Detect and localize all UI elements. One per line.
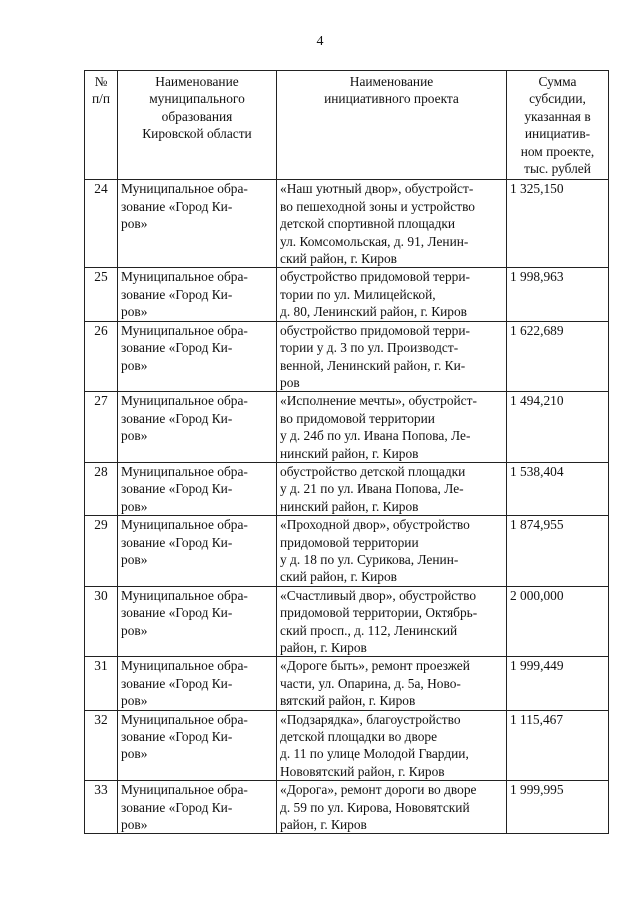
- text-line: Муниципальное обра-: [121, 463, 248, 479]
- text-line: зование «Город Ки-: [121, 799, 233, 815]
- amount-cell: 1 999,449: [507, 657, 609, 710]
- table-row: [85, 321, 609, 392]
- text-line: муниципального: [149, 91, 245, 107]
- text-line: зование «Город Ки-: [121, 729, 233, 745]
- table-row: [85, 462, 609, 515]
- text-line: венной, Ленинский район, г. Ки-: [280, 357, 466, 373]
- text-line: обустройство придомовой терри-: [280, 269, 470, 285]
- project-cell: [277, 321, 507, 392]
- text-line: ров»: [121, 622, 148, 638]
- text-line: «Наш уютный двор», обустройст-: [280, 181, 474, 197]
- text-line: ном проекте,: [520, 143, 595, 159]
- row-number: 28: [85, 462, 118, 515]
- text-line: район, г. Киров: [280, 817, 367, 833]
- text-line: «Дороге быть», ремонт проезжей: [280, 658, 470, 674]
- municipality-cell: [118, 180, 277, 268]
- amount-cell: 1 494,210: [507, 392, 609, 463]
- text-line: у д. 18 по ул. Сурикова, Ленин-: [280, 551, 459, 567]
- text-line: Муниципальное обра-: [121, 393, 248, 409]
- row-number: 32: [85, 710, 118, 781]
- text-line: д. 80, Ленинский район, г. Киров: [280, 304, 468, 320]
- text-line: «Подзарядка», благоустройство: [280, 711, 461, 727]
- row-number: 33: [85, 781, 118, 834]
- project-cell: [277, 586, 507, 657]
- amount-cell: 2 000,000: [507, 586, 609, 657]
- text-line: ский просп., д. 112, Ленинский: [280, 622, 458, 638]
- text-line: Муниципальное обра-: [121, 269, 248, 285]
- text-line: п/п: [91, 91, 111, 107]
- table-row: [85, 180, 609, 268]
- text-line: «Дорога», ремонт дороги во дворе: [280, 782, 477, 798]
- table-row: [85, 710, 609, 781]
- text-line: зование «Город Ки-: [121, 410, 233, 426]
- text-line: тыс. рублей: [524, 161, 591, 177]
- text-line: нинский район, г. Киров: [280, 498, 419, 514]
- amount-cell: 1 999,995: [507, 781, 609, 834]
- text-line: обустройство детской площадки: [280, 463, 466, 479]
- row-number: 25: [85, 268, 118, 321]
- text-line: тории по ул. Милицейской,: [280, 286, 436, 302]
- text-line: во пешеходной зоны и устройство: [280, 198, 476, 214]
- row-number: 27: [85, 392, 118, 463]
- text-line: Муниципальное обра-: [121, 658, 248, 674]
- project-cell: [277, 657, 507, 710]
- table-row: [85, 516, 609, 587]
- text-line: «Счастливый двор», обустройство: [280, 587, 477, 603]
- amount-cell: 1 874,955: [507, 516, 609, 587]
- text-line: «Исполнение мечты», обустройст-: [280, 393, 477, 409]
- municipality-cell: [118, 586, 277, 657]
- text-line: №: [94, 74, 108, 89]
- text-line: образования: [161, 108, 233, 124]
- text-line: ров»: [121, 357, 148, 373]
- text-line: ров»: [121, 216, 148, 232]
- text-line: ский район, г. Киров: [280, 251, 397, 267]
- text-line: во придомовой территории: [280, 410, 435, 426]
- municipality-cell: [118, 516, 277, 587]
- text-line: придомовой территории: [280, 534, 419, 550]
- text-line: нинский район, г. Киров: [280, 445, 419, 461]
- page-number: 4: [316, 34, 324, 49]
- text-line: у д. 24б по ул. Ивана Попова, Ле-: [280, 428, 471, 444]
- text-line: детской спортивной площадки: [280, 216, 456, 232]
- header-project: [277, 71, 507, 180]
- project-cell: [277, 710, 507, 781]
- text-line: Муниципальное обра-: [121, 517, 248, 533]
- text-line: «Проходной двор», обустройство: [280, 517, 470, 533]
- municipality-cell: [118, 657, 277, 710]
- text-line: ров»: [121, 551, 148, 567]
- text-line: ров»: [121, 693, 148, 709]
- table-header-row: [85, 71, 609, 180]
- row-number: 31: [85, 657, 118, 710]
- municipality-cell: [118, 268, 277, 321]
- project-cell: [277, 392, 507, 463]
- text-line: тории у д. 3 по ул. Производст-: [280, 340, 459, 356]
- header-amount: [507, 71, 609, 180]
- text-line: Наименование: [349, 74, 434, 89]
- text-line: зование «Город Ки-: [121, 534, 233, 550]
- amount-cell: 1 998,963: [507, 268, 609, 321]
- text-line: у д. 21 по ул. Ивана Попова, Ле-: [280, 481, 464, 497]
- text-line: части, ул. Опарина, д. 5а, Ново-: [280, 675, 461, 691]
- text-line: зование «Город Ки-: [121, 198, 233, 214]
- text-line: зование «Город Ки-: [121, 605, 233, 621]
- municipality-cell: [118, 781, 277, 834]
- text-line: ров»: [121, 817, 148, 833]
- row-number: 26: [85, 321, 118, 392]
- text-line: ров»: [121, 498, 148, 514]
- amount-cell: 1 538,404: [507, 462, 609, 515]
- municipality-cell: [118, 462, 277, 515]
- text-line: зование «Город Ки-: [121, 675, 233, 691]
- amount-cell: 1 115,467: [507, 710, 609, 781]
- text-line: инициативного проекта: [324, 91, 459, 107]
- text-line: ров»: [121, 746, 148, 762]
- text-line: Нововятский район, г. Киров: [280, 763, 445, 779]
- text-line: придомовой территории, Октябрь-: [280, 605, 478, 621]
- text-line: район, г. Киров: [280, 640, 367, 655]
- text-line: зование «Город Ки-: [121, 286, 233, 302]
- text-line: обустройство придомовой терри-: [280, 322, 470, 338]
- project-cell: [277, 462, 507, 515]
- text-line: зование «Город Ки-: [121, 481, 233, 497]
- subsidy-table: [84, 70, 609, 834]
- text-line: Муниципальное обра-: [121, 587, 248, 603]
- text-line: д. 11 по улице Молодой Гвардии,: [280, 746, 469, 762]
- text-line: ул. Комсомольская, д. 91, Ленин-: [280, 233, 469, 249]
- row-number: 24: [85, 180, 118, 268]
- project-cell: [277, 781, 507, 834]
- table-row: [85, 268, 609, 321]
- text-line: Сумма: [538, 74, 577, 89]
- municipality-cell: [118, 710, 277, 781]
- text-line: указанная в: [524, 108, 591, 124]
- text-line: субсидии,: [529, 91, 586, 107]
- amount-cell: 1 325,150: [507, 180, 609, 268]
- table-row: [85, 781, 609, 834]
- municipality-cell: [118, 392, 277, 463]
- text-line: д. 59 по ул. Кирова, Нововятский: [280, 799, 470, 815]
- text-line: ров»: [121, 428, 148, 444]
- text-line: Муниципальное обра-: [121, 322, 248, 338]
- project-cell: [277, 516, 507, 587]
- header-municipality: [118, 71, 277, 180]
- text-line: вятский район, г. Киров: [280, 693, 416, 709]
- text-line: Наименование: [155, 74, 239, 89]
- table-row: [85, 586, 609, 657]
- header-number: [85, 71, 118, 180]
- row-number: 29: [85, 516, 118, 587]
- project-cell: [277, 180, 507, 268]
- text-line: Кировской области: [142, 126, 252, 142]
- table-row: [85, 392, 609, 463]
- text-line: детской площадки во дворе: [280, 729, 438, 745]
- text-line: Муниципальное обра-: [121, 181, 248, 197]
- text-line: Муниципальное обра-: [121, 782, 248, 798]
- table-row: [85, 657, 609, 710]
- text-line: ский район, г. Киров: [280, 569, 397, 585]
- row-number: 30: [85, 586, 118, 657]
- text-line: Муниципальное обра-: [121, 711, 248, 727]
- text-line: ров»: [121, 304, 148, 320]
- project-cell: [277, 268, 507, 321]
- amount-cell: 1 622,689: [507, 321, 609, 392]
- municipality-cell: [118, 321, 277, 392]
- table-body: [85, 180, 609, 834]
- text-line: зование «Город Ки-: [121, 340, 233, 356]
- text-line: ров: [280, 374, 300, 390]
- text-line: инициатив-: [524, 126, 591, 142]
